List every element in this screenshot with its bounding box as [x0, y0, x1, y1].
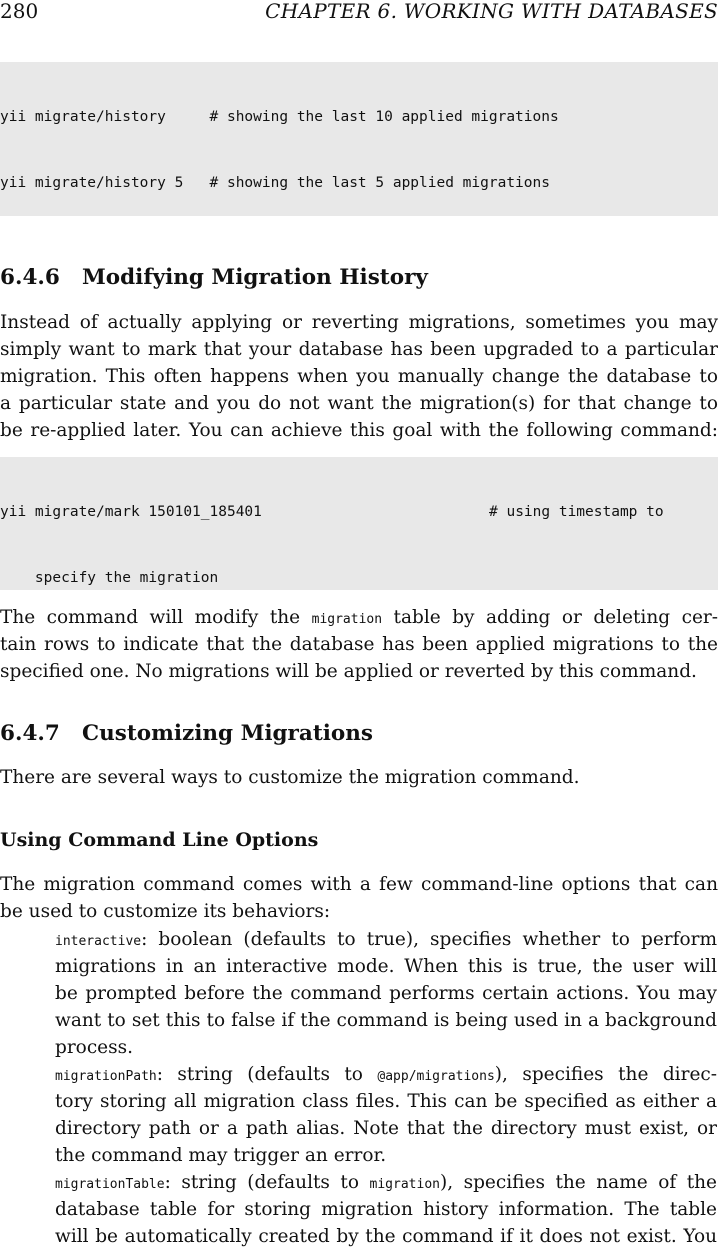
- section-number: 6.4.7: [0, 721, 60, 746]
- paragraph-modifying-history: Instead of actually applying or reverting migrations, sometimes you may simply want to mark that your database has been upgraded to a particular migration. This often happens when you manually change the database to a particular state and you do not want the migration(s) for that change to be re-applied later. You can achieve this goal with the following command:: [0, 312, 718, 441]
- code-line: yii migrate/history 5 # showing the last 5 applied migrations: [0, 175, 550, 191]
- paragraph-customizing: There are several ways to customize the migration command.: [0, 767, 580, 788]
- option-name: migrationPath: [55, 1069, 157, 1084]
- section-title: Modifying Migration History: [82, 265, 428, 290]
- section-heading-6-4-7: [0, 721, 373, 747]
- inline-code: @app/migrations: [377, 1069, 495, 1084]
- option-migration-table: migrationTable: string (defaults to migration), specifies the name of the database table for storing migration history information. The table will be automatically created by the command if it does not exist. You: [55, 1172, 717, 1247]
- chapter-title: CHAPTER 6. WORKING WITH DATABASES: [265, 0, 718, 23]
- subsection-heading: Using Command Line Options: [0, 829, 319, 851]
- inline-code: migration: [311, 612, 383, 627]
- option-name: interactive: [55, 934, 142, 949]
- code-block-history: [0, 62, 718, 216]
- section-heading-6-4-6: [0, 265, 428, 291]
- paragraph-mark-explanation: The command will modify the migration table by adding or deleting cer- tain rows to indicate that the database has been applied migrations to the specified one. No migrations will be applied or reverted by this command.: [0, 607, 718, 682]
- section-title: Customizing Migrations: [82, 721, 373, 746]
- code-block-mark: [0, 457, 718, 590]
- option-interactive: interactive: boolean (defaults to true), specifies whether to perform migrations in an interactive mode. When this is true, the user will be prompted before the command performs certain actions. You may want to set this to false if the command is being used in a background process.: [55, 929, 717, 1058]
- page-number: 280: [0, 0, 39, 23]
- option-name: migrationTable: [55, 1177, 165, 1192]
- section-number: 6.4.6: [0, 265, 60, 290]
- paragraph-cli-options: The migration command comes with a few command-line options that can be used to customize its behaviors:: [0, 874, 718, 922]
- page-header: [0, 0, 718, 24]
- code-line: yii migrate/mark 150101_185401 # using timestamp to: [0, 504, 664, 520]
- option-migration-path: migrationPath: string (defaults to @app/migrations), specifies the direc- tory storing all migration class files. This can be specified as either a directory path or a path alias. Note that the directory must exist, or the command may trigger an error.: [55, 1064, 718, 1166]
- inline-code: migration: [369, 1177, 440, 1192]
- code-line: specify the migration: [0, 570, 219, 586]
- code-line: yii migrate/history # showing the last 10 applied migrations: [0, 109, 559, 125]
